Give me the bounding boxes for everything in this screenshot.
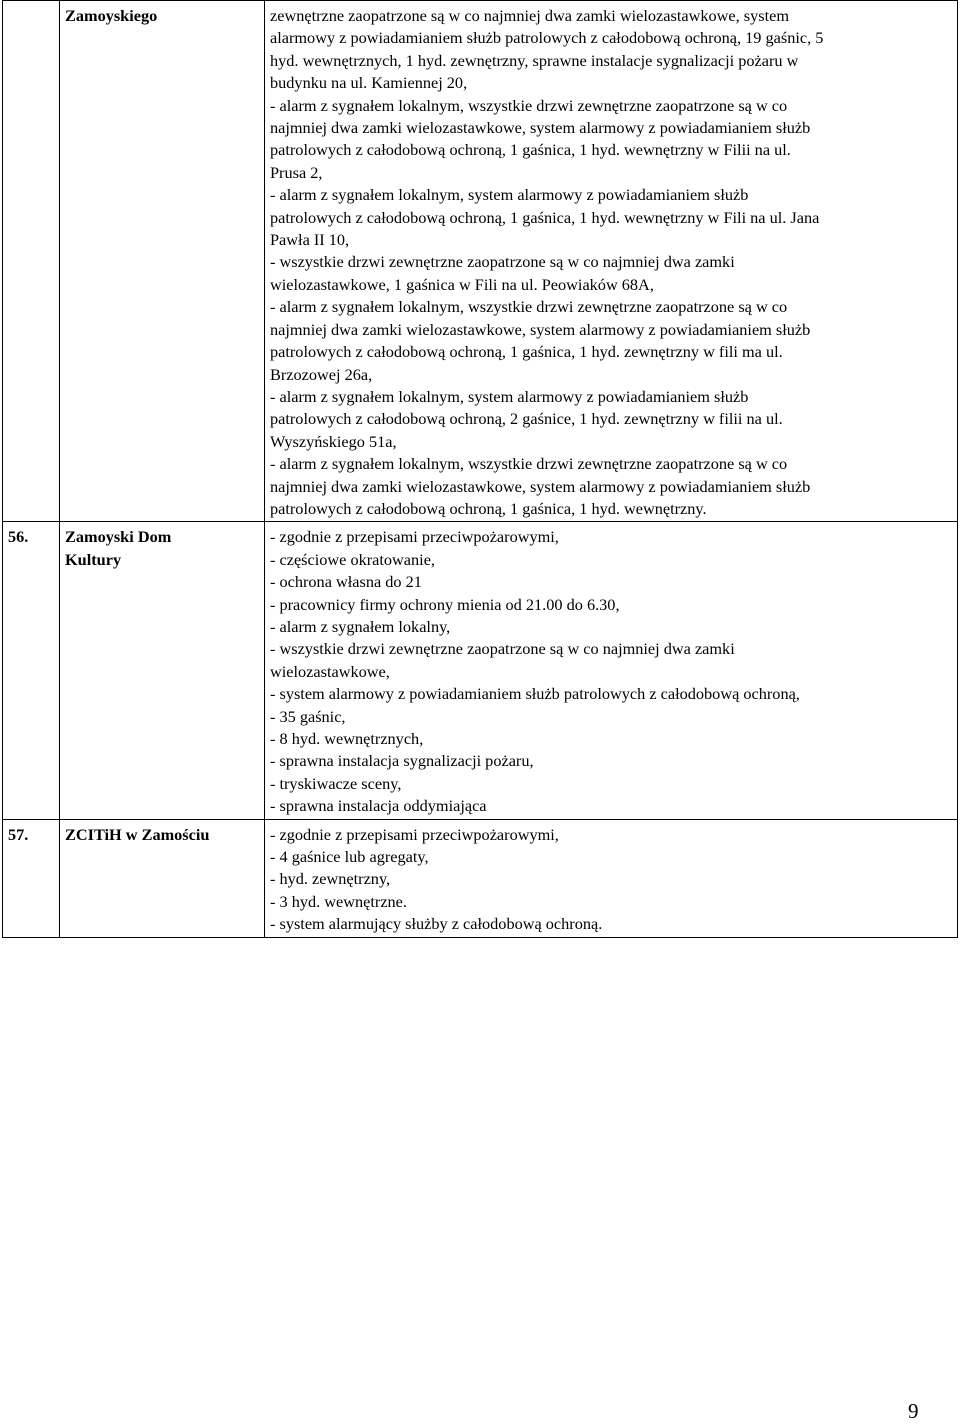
description-line: hyd. wewnętrznych, 1 hyd. zewnętrzny, sprawne instalacje sygnalizacji pożaru w [270,50,799,70]
institution-name-line: Kultury [65,549,122,569]
description-line: - wszystkie drzwi zewnętrzne zaopatrzone są w co najmniej dwa zamki [270,252,735,272]
description-line: patrolowych z całodobową ochroną, 2 gaśnice, 1 hyd. zewnętrzny w filii na ul. [270,409,783,429]
description-line: patrolowych z całodobową ochroną, 1 gaśnica, 1 hyd. wewnętrzny w Filii na ul. [270,140,791,160]
table-row [3,819,958,937]
description-line: - alarm z sygnałem lokalnym, system alarmowy z powiadamianiem służb [270,185,749,205]
description-line: zewnętrzne zaopatrzone są w co najmniej dwa zamki wielozastawkowe, system [270,6,789,25]
description-line: - częściowe okratowanie, [270,549,435,569]
institution-name-cell [60,819,265,937]
security-description-cell [265,1,958,522]
description-line: - zgodnie z przepisami przeciwpożarowymi, [270,527,559,547]
description-line: patrolowych z całodobową ochroną, 1 gaśnica, 1 hyd. wewnętrzny w Fili na ul. Jana [270,207,820,227]
description-line: - sprawna instalacja sygnalizacji pożaru, [270,751,534,771]
institution-name-line: ZCITiH w Zamościu [65,824,210,844]
description-line: - alarm z sygnałem lokalnym, system alarmowy z powiadamianiem służb [270,386,749,406]
row-number: 56. [8,527,29,547]
description-line: - pracownicy firmy ochrony mienia od 21.00 do 6.30, [270,594,620,614]
description-line: - wszystkie drzwi zewnętrzne zaopatrzone są w co najmniej dwa zamki [270,639,735,659]
description-line: - tryskiwacze sceny, [270,773,402,793]
description-line: - 35 gaśnic, [270,706,346,726]
table-body [3,1,958,938]
description-line: - alarm z sygnałem lokalnym, wszystkie drzwi zewnętrzne zaopatrzone są w co [270,454,788,474]
description-line: Wyszyńskiego 51a, [270,431,397,451]
description-line: wielozastawkowe, [270,661,390,681]
description-line: budynku na ul. Kamiennej 20, [270,73,468,93]
description-line: wielozastawkowe, 1 gaśnica w Fili na ul. Peowiaków 68A, [270,274,654,294]
institution-name-cell [60,522,265,819]
security-table [2,0,958,938]
description-line: Pawła II 10, [270,230,350,250]
description-line: - alarm z sygnałem lokalnym, wszystkie drzwi zewnętrzne zaopatrzone są w co [270,95,788,115]
description-line: - system alarmowy z powiadamianiem służb patrolowych z całodobową ochroną, [270,684,800,704]
row-number-cell [3,819,60,937]
description-line: patrolowych z całodobową ochroną, 1 gaśnica, 1 hyd. wewnętrzny. [270,498,707,518]
description-line: Prusa 2, [270,162,323,182]
description-line: - system alarmujący służby z całodobową ochroną. [270,914,603,934]
description-line: - zgodnie z przepisami przeciwpożarowymi, [270,824,559,844]
security-description-cell [265,522,958,819]
description-line: - 3 hyd. wewnętrzne. [270,891,407,911]
security-description-cell [265,819,958,937]
row-number: 57. [8,824,29,844]
row-number-cell [3,522,60,819]
description-line: - 8 hyd. wewnętrznych, [270,729,424,748]
description-line: najmniej dwa zamki wielozastawkowe, system alarmowy z powiadamianiem służb [270,319,811,339]
description-line: najmniej dwa zamki wielozastawkowe, system alarmowy z powiadamianiem służb [270,476,811,496]
table-row [3,1,958,522]
institution-name-line: Zamoyskiego [65,6,158,25]
page-number: 9 [908,1399,919,1423]
description-line: Brzozowej 26a, [270,364,373,384]
description-line: - hyd. zewnętrzny, [270,869,391,889]
description-line: - ochrona własna do 21 [270,572,422,592]
description-line: alarmowy z powiadamianiem służb patrolowych z całodobową ochroną, 19 gaśnic, 5 [270,28,824,48]
row-number-cell [3,1,60,522]
institution-name-cell [60,1,265,522]
description-line: - 4 gaśnice lub agregaty, [270,847,429,867]
institution-name-line: Zamoyski Dom [65,527,172,547]
table-row [3,522,958,819]
description-line: najmniej dwa zamki wielozastawkowe, system alarmowy z powiadamianiem służb [270,118,811,138]
description-line: - alarm z sygnałem lokalnym, wszystkie drzwi zewnętrzne zaopatrzone są w co [270,297,788,317]
description-line: - sprawna instalacja oddymiająca [270,796,487,816]
description-line: - alarm z sygnałem lokalny, [270,616,451,636]
description-line: patrolowych z całodobową ochroną, 1 gaśnica, 1 hyd. zewnętrzny w fili ma ul. [270,342,783,362]
